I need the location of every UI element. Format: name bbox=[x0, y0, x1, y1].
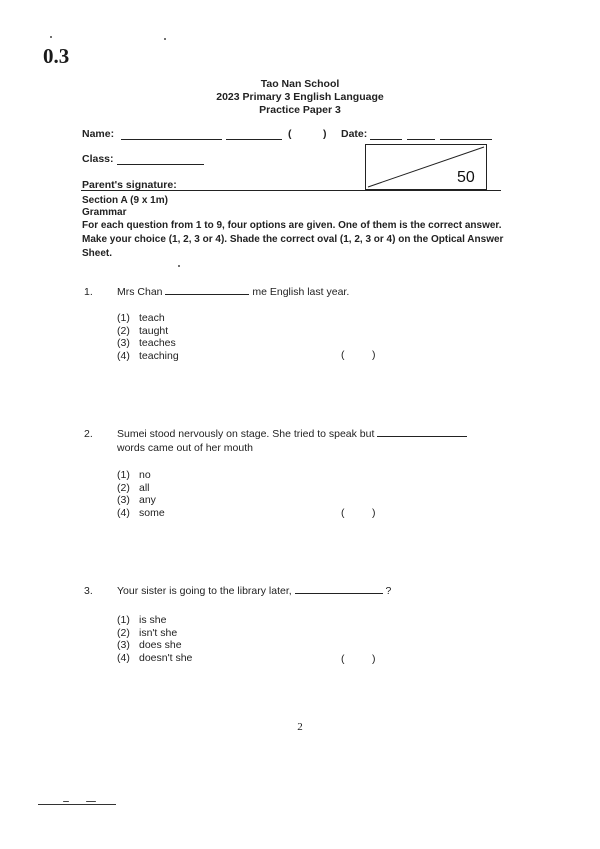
scan-speck bbox=[178, 265, 180, 267]
page-number: 2 bbox=[297, 721, 303, 733]
register-paren-close: ) bbox=[323, 128, 327, 140]
answer-paren-close: ) bbox=[372, 653, 376, 665]
option-item: (1) teach bbox=[117, 312, 165, 324]
class-label: Class: bbox=[82, 153, 114, 165]
school-name: Tao Nan School bbox=[260, 78, 340, 90]
option-list bbox=[117, 614, 192, 664]
date-line-2 bbox=[407, 139, 435, 140]
name-line bbox=[121, 139, 222, 140]
question-text-end: ? bbox=[385, 585, 392, 597]
question-number: 1. bbox=[84, 286, 93, 298]
date-label: Date: bbox=[341, 128, 368, 140]
option-item: (3) teaches bbox=[117, 337, 176, 349]
scan-speck bbox=[86, 801, 96, 802]
answer-paren-open: ( bbox=[341, 507, 345, 519]
answer-blank bbox=[165, 285, 249, 295]
option-item: (3) any bbox=[117, 494, 156, 506]
question-text-start: Mrs Chan bbox=[117, 286, 163, 298]
question-text bbox=[117, 584, 507, 598]
question-number: 3. bbox=[84, 585, 93, 597]
question-line-1 bbox=[117, 427, 507, 441]
name-line-2 bbox=[226, 139, 282, 140]
option-item: (2) all bbox=[117, 481, 150, 494]
score-box bbox=[365, 144, 487, 190]
question-text-start: Sumei stood nervously on stage. She tried to speak but bbox=[117, 428, 375, 440]
answer-paren-open: ( bbox=[341, 349, 345, 361]
question-number: 2. bbox=[84, 428, 93, 440]
answer-paren-close: ) bbox=[372, 507, 376, 519]
parent-signature-label: Parent's signature: bbox=[82, 179, 177, 191]
class-line bbox=[117, 164, 204, 165]
scan-speck bbox=[63, 801, 69, 802]
option-item: (4) doesn't she bbox=[117, 651, 193, 664]
scan-speck bbox=[50, 36, 52, 38]
page-corner-label: 0.3 bbox=[43, 44, 70, 68]
footer-rule bbox=[38, 804, 116, 805]
name-label: Name: bbox=[82, 128, 115, 140]
option-item: (1) is she bbox=[117, 614, 167, 626]
paper-title: Practice Paper 3 bbox=[259, 104, 341, 116]
date-line-1 bbox=[370, 139, 402, 140]
answer-paren-open: ( bbox=[341, 653, 345, 665]
date-line-3 bbox=[440, 139, 492, 140]
option-item: (4) teaching bbox=[117, 349, 179, 362]
section-title: Section A (9 x 1m) bbox=[82, 195, 168, 206]
answer-paren-close: ) bbox=[372, 349, 376, 361]
question-text-line-2: words came out of her mouth bbox=[117, 442, 253, 454]
paper-subtitle: 2023 Primary 3 English Language bbox=[216, 91, 384, 103]
option-item: (3) does she bbox=[117, 639, 182, 651]
answer-blank bbox=[295, 584, 383, 594]
answer-blank bbox=[377, 427, 467, 437]
section-instructions: For each question from 1 to 9, four options are given. One of them is the correct answer. Make your choice (1, 2, 3 or 4). Shade the correct oval (1, 2, 3 or 4) on the Optical Answer Sheet. bbox=[82, 220, 504, 259]
option-item: (2) isn't she bbox=[117, 626, 178, 639]
section-subtitle: Grammar bbox=[82, 207, 127, 218]
option-item: (4) some bbox=[117, 506, 165, 519]
header-divider bbox=[81, 190, 501, 191]
register-paren-open: ( bbox=[288, 128, 292, 140]
scan-speck bbox=[164, 38, 166, 40]
question-text-end: me English last year. bbox=[252, 286, 350, 298]
option-item: (1) no bbox=[117, 469, 151, 481]
option-list bbox=[117, 312, 179, 362]
option-item: (2) taught bbox=[117, 324, 169, 337]
question-text bbox=[117, 427, 507, 455]
option-list bbox=[117, 469, 165, 519]
score-total: 50 bbox=[457, 169, 475, 186]
question-text-start: Your sister is going to the library later, bbox=[117, 585, 292, 597]
question-text bbox=[117, 285, 497, 299]
